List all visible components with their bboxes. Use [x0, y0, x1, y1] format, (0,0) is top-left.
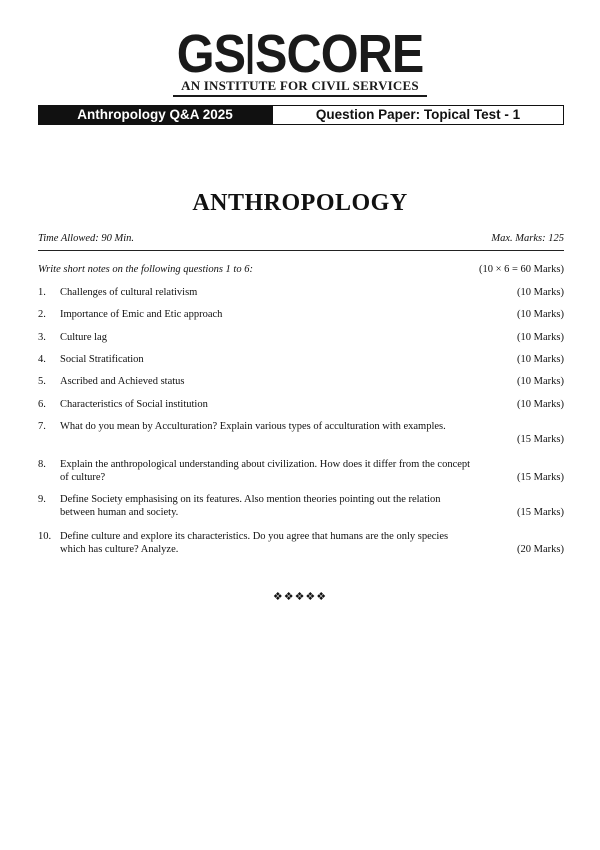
- divider-line: [38, 250, 564, 251]
- question-marks: (10 Marks): [517, 376, 564, 387]
- instruction-text: Write short notes on the following questions 1 to 6:: [38, 264, 253, 275]
- question-item: [38, 353, 564, 366]
- question-item: [38, 420, 564, 446]
- question-text: Social Stratification: [60, 354, 144, 365]
- question-number: 8.: [38, 459, 46, 470]
- question-marks: (15 Marks): [517, 434, 564, 445]
- paper-label: Question Paper: Topical Test - 1: [272, 105, 564, 125]
- question-text: Explain the anthropological understanding about civilization. How does it differ from the concept: [60, 459, 471, 470]
- question-number: 2.: [38, 309, 46, 320]
- course-label: Anthropology Q&A 2025: [38, 105, 272, 125]
- end-ornament: ❖❖❖❖❖: [272, 591, 328, 603]
- logo-score: SCORE: [254, 24, 424, 84]
- logo-wordmark: [176, 24, 424, 84]
- question-text-cont: between human and society.: [60, 507, 179, 518]
- question-marks: (15 Marks): [517, 507, 564, 518]
- question-marks: (15 Marks): [517, 472, 564, 483]
- time-allowed: Time Allowed: 90 Min.: [38, 233, 135, 244]
- logo-gs: GS: [176, 24, 246, 84]
- question-number: 6.: [38, 399, 46, 410]
- question-number: 9.: [38, 494, 46, 505]
- question-text-cont: which has culture? Analyze.: [60, 544, 179, 555]
- question-marks: (10 Marks): [517, 287, 564, 298]
- question-item: [38, 375, 564, 388]
- question-marks: (10 Marks): [517, 354, 564, 365]
- question-text: Challenges of cultural relativism: [60, 287, 198, 298]
- question-text: Define Society emphasising on its features. Also mention theories pointing out the relation: [60, 494, 441, 505]
- question-number: 10.: [38, 531, 52, 542]
- question-item: [38, 458, 564, 484]
- instruction-marks: (10 × 6 = 60 Marks): [478, 264, 564, 275]
- logo: [0, 24, 600, 97]
- instruction: [38, 264, 564, 275]
- question-text: Define culture and explore its characteristics. Do you agree that humans are the only species: [60, 531, 449, 542]
- question-text: Ascribed and Achieved status: [60, 376, 185, 387]
- question-text: What do you mean by Acculturation? Explain various types of acculturation with examples.: [60, 421, 446, 432]
- logo-underline: [173, 95, 427, 97]
- header-banner: [38, 105, 564, 125]
- question-item: [38, 493, 564, 519]
- question-number: 7.: [38, 421, 46, 432]
- question-marks: (10 Marks): [517, 399, 564, 410]
- exam-meta: [38, 233, 564, 244]
- question-item: [38, 331, 564, 344]
- logo-divider: [248, 34, 253, 74]
- question-marks: (10 Marks): [517, 332, 564, 343]
- question-item: [38, 308, 564, 321]
- max-marks: Max. Marks: 125: [491, 233, 564, 244]
- question-item: [38, 398, 564, 411]
- question-number: 3.: [38, 332, 46, 343]
- question-marks: (20 Marks): [517, 544, 564, 555]
- question-marks: (10 Marks): [517, 309, 564, 320]
- logo-tagline: AN INSTITUTE FOR CIVIL SERVICES: [181, 78, 419, 93]
- question-item: [38, 286, 564, 299]
- question-text-cont: of culture?: [60, 472, 106, 483]
- question-item: [38, 530, 564, 556]
- question-text: Importance of Emic and Etic approach: [60, 309, 223, 320]
- question-text: Culture lag: [60, 332, 107, 343]
- question-number: 4.: [38, 354, 46, 365]
- question-number: 1.: [38, 287, 46, 298]
- question-number: 5.: [38, 376, 46, 387]
- page-title: ANTHROPOLOGY: [192, 190, 408, 216]
- question-text: Characteristics of Social institution: [60, 399, 208, 410]
